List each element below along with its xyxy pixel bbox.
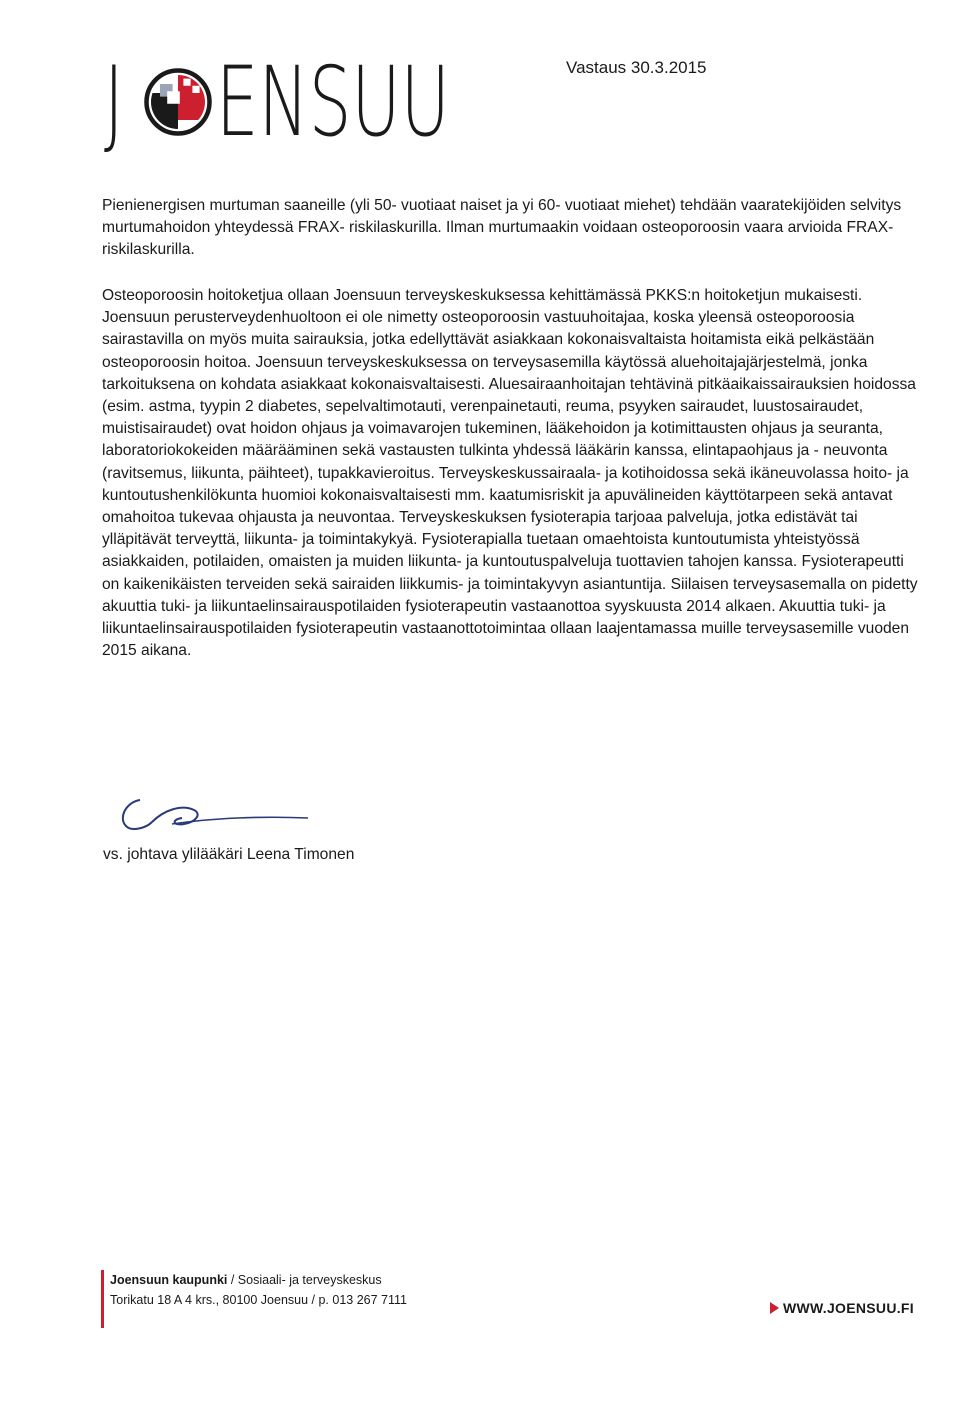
logo-letters-ensuu: ENSUU <box>216 46 450 158</box>
handwritten-signature <box>112 788 312 848</box>
footer-contact <box>110 1270 407 1310</box>
footer-website[interactable] <box>770 1300 914 1316</box>
footer-address: Torikatu 18 A 4 krs., 80100 Joensuu / p. 013 267 7111 <box>110 1293 407 1307</box>
footer-organization: Joensuun kaupunki / Sosiaali- ja terveyskeskus <box>110 1273 382 1287</box>
arrow-right-icon <box>770 1302 779 1314</box>
footer-accent-bar <box>101 1270 104 1328</box>
joensuu-logo <box>104 46 550 158</box>
paragraph-frax: Pienienergisen murtuman saaneille (yli 50- vuotiaat naiset ja yi 60- vuotiaat miehet) tehdään vaaratekijöiden selvitys murtumahoidon yhteydessä FRAX- riskilaskurilla. Ilman murtumaakin voidaan osteoporoosin vaara arvioida FRAX- riskilaskurilla. <box>102 197 902 259</box>
response-date: Vastaus 30.3.2015 <box>566 58 707 77</box>
paragraph-care-chain: Osteoporoosin hoitoketjua ollaan Joensuun terveyskeskuksessa kehittämässä PKKS:n hoitoketjun mukaisesti. Joensuun perusterveydenhuoltoon ei ole nimetty osteoporoosin vastuuhoitajaa, koska yleensä osteoporoosia sairastavilla on myös muita sairauksia, jotka edellyttävät asiakkaan kokonaisvaltaista hoitamista eikä pelkästään osteoporoosin hoitoa. Joensuun terveyskeskuksessa on terveysasemilla käytössä aluehoitajajärjestelmä, jonka tarkoituksena on kohdata asiakkaat kokonaisvaltaisesti. Aluesairaanhoitajan tehtävinä pitkäaikaissairauksien hoidossa (esim. astma, tyypin 2 diabetes, sepelvaltimotauti, verenpainetauti, reuma, psyyken sairaudet, luustosairaudet, muistisairaudet) ovat hoidon ohjaus ja voimavarojen tukeminen, lääkehoidon ja kotimittausten ohjaus ja seuranta, laboratoriokokeiden määrääminen sekä vastausten tulkinta yhdessä lääkärin kanssa, elintapaohjaus ja - neuvonta (ravitsemus, liikunta, päihteet), tupakkavieroitus. Terveyskeskussairaala- ja kotihoidossa sekä ikäneuvolassa hoito- ja kuntoutushenkilökunta huomioi kokonaisvaltaisesti mm. kaatumisriskit ja apuvälineiden käyttötarpeen sekä antavat omahoitoa tukevaa ohjausta ja neuvontaa. Terveyskeskuksen fysioterapia tarjoaa palveluja, jotka edistävät tai ylläpitävät terveyttä, liikunta- ja toimintakykyä. Fysioterapialla tuetaan omaehtoista kuntoutumista yhteistyössä asiakkaiden, potilaiden, omaisten ja muiden liikunta- ja kuntoutuspalveluja tuottavien tahojen kanssa. Fysioterapeutti on kaikenikäisten terveiden sekä sairaiden liikkumis- ja toimintakyvyn asiantuntija. Siilaisen terveysasemalla on pidetty akuuttia tuki- ja liikuntaelinsairauspotilaiden fysioterapeutin vastaanottoa syyskuusta 2014 alkaen. Akuuttia tuki- ja liikuntaelinsairauspotilaiden fysioterapeutin vastaanottotoimintaa ollaan laajentamassa muille terveysasemille vuoden 2015 aikana. <box>102 287 918 660</box>
logo-letter-j: J <box>104 46 124 158</box>
signatory-name: vs. johtava ylilääkäri Leena Timonen <box>103 846 355 863</box>
city-emblem-icon <box>142 62 214 142</box>
website-link[interactable]: WWW.JOENSUU.FI <box>783 1300 914 1316</box>
